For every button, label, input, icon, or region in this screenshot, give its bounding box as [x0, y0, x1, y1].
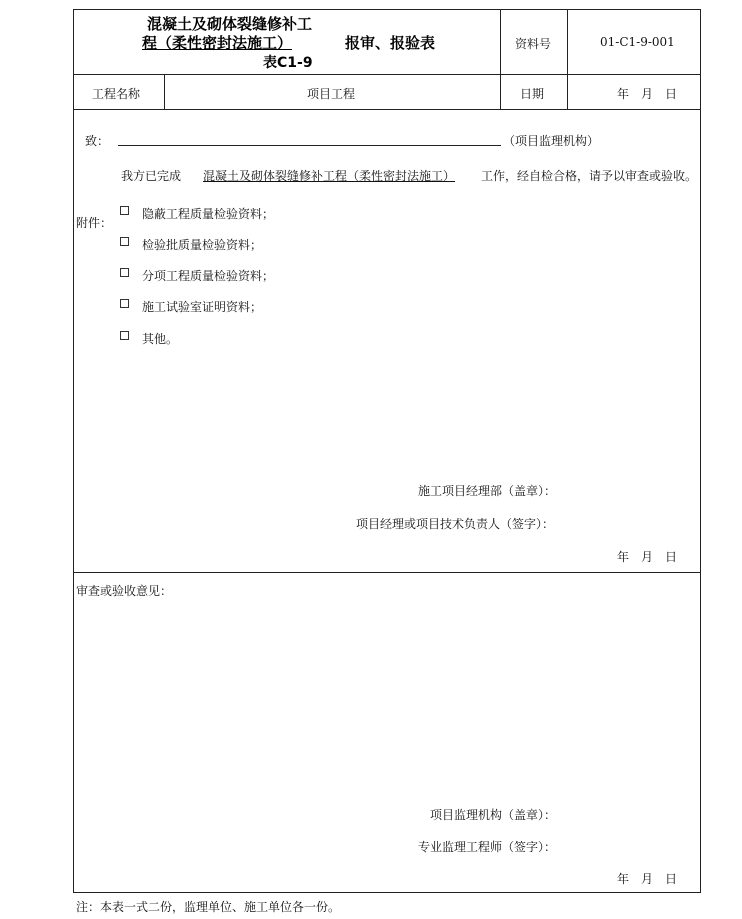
attachment-checkbox-1[interactable] [120, 206, 129, 215]
attachment-checkbox-4[interactable] [120, 299, 129, 308]
attachment-checkbox-2[interactable] [120, 237, 129, 246]
docno-col-divider [567, 9, 568, 109]
project-row-divider [73, 109, 701, 110]
review-label: 审查或验收意见： [76, 584, 173, 598]
attachment-item: 隐蔽工程质量检验资料； [142, 207, 275, 221]
review-divider [73, 572, 701, 573]
review-org-seal: 项目监理机构（盖章）： [430, 808, 557, 822]
body-date: 年 月 日 [617, 550, 678, 564]
intro-suffix: 工作，经自检合格，请予以审查或验收。 [481, 169, 698, 183]
form-title-suffix: 报审、报验表 [345, 34, 436, 52]
attachment-item: 分项工程质量检验资料； [142, 269, 275, 283]
intro-prefix: 我方已完成 [121, 169, 182, 183]
title-col-divider [500, 9, 501, 109]
project-name-label: 工程名称 [92, 87, 141, 101]
doc-no-value: 01-C1-9-001 [600, 35, 675, 49]
manager-sign: 项目经理或项目技术负责人（签字）： [356, 517, 555, 531]
form-code: 表C1-9 [263, 55, 313, 71]
review-engineer-sign: 专业监理工程师（签字）： [418, 840, 557, 854]
project-name-value: 项目工程 [307, 87, 356, 101]
dept-seal: 施工项目经理部（盖章）： [418, 484, 557, 498]
to-org-blank [118, 145, 501, 146]
attachments-label: 附件： [76, 216, 113, 230]
header-divider [73, 74, 701, 75]
attachment-checkbox-3[interactable] [120, 268, 129, 277]
date-value: 年 月 日 [617, 87, 678, 101]
intro-work: 混凝土及砌体裂缝修补工程（柔性密封法施工） [203, 169, 456, 183]
form-frame [73, 9, 701, 893]
attachment-item: 检验批质量检验资料； [142, 238, 263, 252]
date-label: 日期 [520, 87, 545, 101]
form-title-line1: 混凝土及砌体裂缝修补工 [147, 15, 313, 33]
attachment-checkbox-5[interactable] [120, 331, 129, 340]
attachment-item: 施工试验室证明资料； [142, 300, 263, 314]
doc-no-label: 资料号 [515, 37, 552, 51]
footer-note: 注：本表一式二份，监理单位、施工单位各一份。 [76, 900, 341, 914]
attachment-item: 其他。 [142, 332, 179, 346]
review-date: 年 月 日 [617, 872, 678, 886]
project-label-divider [164, 74, 165, 109]
to-org: （项目监理机构） [503, 134, 600, 148]
form-title-line2: 程（柔性密封法施工） [142, 34, 293, 52]
to-label: 致： [85, 134, 110, 148]
